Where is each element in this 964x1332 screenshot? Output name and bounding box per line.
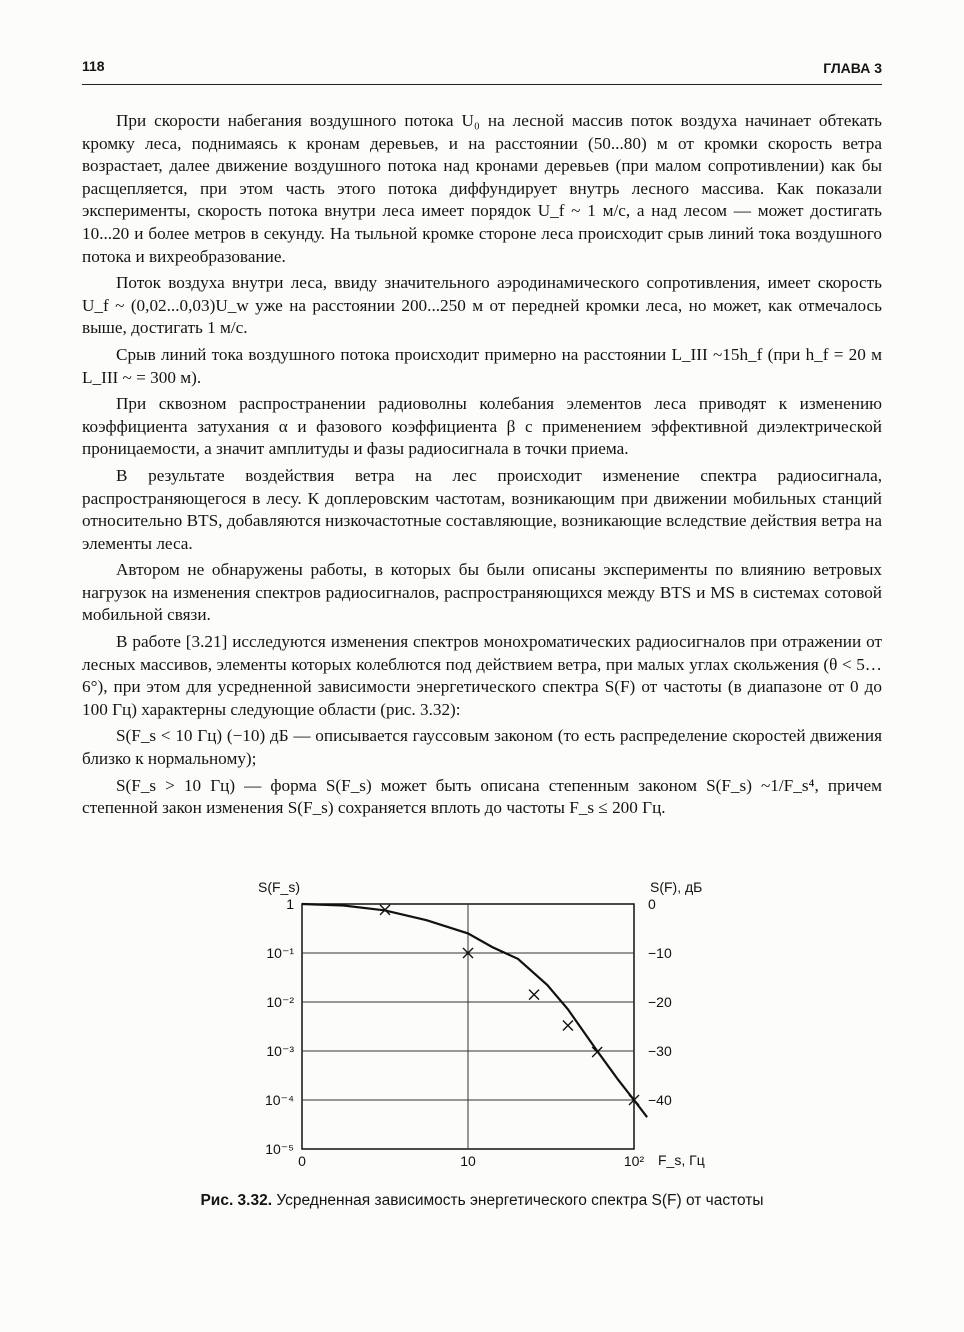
grid-lines xyxy=(302,904,634,1149)
x-tick-label: 10² xyxy=(623,1153,645,1169)
figure-caption xyxy=(82,1192,882,1210)
paragraph: S(F_s < 10 Гц) (−10) дБ — описывается гауссовым законом (то есть распределение скоростей движения близко к нормальному); xyxy=(82,726,882,769)
page-header xyxy=(82,56,882,85)
x-axis-label: F_s, Гц xyxy=(658,1152,705,1168)
paragraph: Поток воздуха внутри леса, ввиду значительного аэродинамического сопротивления, имеет скорость U_f ~ (0,02...0,03)U_w уже на расстоянии 200...250 м от передней кромки леса, но может, как отмечалось выше, достигать 1 м/с. xyxy=(82,273,882,338)
curve-marker xyxy=(563,1021,573,1031)
right-tick-label: −40 xyxy=(648,1092,672,1108)
left-tick-label: 10⁻⁴ xyxy=(265,1092,294,1108)
paragraph: В результате воздействия ветра на лес происходит изменение спектра радиосигнала, распространяющегося в лесу. К доплеровским частотам, возникающим при движении мобильных станций относительно BTS, добавляются низкочастотные составляющие, возникающие вследствие действия ветра на элементы леса. xyxy=(82,465,882,553)
right-tick-label: −30 xyxy=(648,1043,672,1059)
left-axis-label: S(F_s) xyxy=(258,879,300,895)
right-axis-label: S(F), дБ xyxy=(650,879,703,895)
chapter-title: ГЛАВА 3 xyxy=(823,60,882,76)
curve-marker xyxy=(592,1047,602,1057)
curve-marker xyxy=(529,990,539,1000)
paragraph: При скорости набегания воздушного потока U₀ на лесной массив поток воздуха начинает обтекать кромку леса, поднимаясь к кронам деревьев, и на расстоянии (50...80) м от кромки скорость ветра возрастает, далее движение воздушного потока над кронами деревьев (при малом сопротивлении) как бы расщепляется, при этом часть этого потока диффундирует внутрь лесного массива. Как показали эксперименты, скорость потока внутри леса имеет порядок U_f ~ 1 м/с, а над лесом — может достигать 10...20 и более метров в секунду. На тыльной кромке стороне леса происходит срыв линий тока воздушного потока и вихреобразование. xyxy=(82,111,882,266)
left-tick-label: 10⁻³ xyxy=(266,1043,294,1059)
right-tick-label: 0 xyxy=(648,896,656,912)
left-tick-label: 10⁻¹ xyxy=(266,945,294,961)
paragraph: В работе [3.21] исследуются изменения спектров монохроматических радиосигналов при отражении от лесных массивов, элементы которых колеблются под действием ветра, при малых углах скольжения (θ < 5…6°), при этом для усредненной зависимости энергетического спектра S(F) от частоты (в диапазоне от 0 до 100 Гц) характерны следующие области (рис. 3.32): xyxy=(82,632,882,719)
x-tick-label: 10 xyxy=(460,1153,476,1169)
body-text xyxy=(82,110,882,824)
spectrum-figure xyxy=(230,872,750,1172)
spectrum-chart xyxy=(230,872,750,1172)
left-tick-label: 10⁻⁵ xyxy=(265,1141,294,1157)
left-tick-label: 10⁻² xyxy=(266,994,294,1010)
paragraph: S(F_s > 10 Гц) — форма S(F_s) может быть описана степенным законом S(F_s) ~1/F_s⁴, причем степенной закон изменения S(F_s) сохраняется вплоть до частоты F_s ≤ 200 Гц. xyxy=(82,775,882,818)
paragraph: Автором не обнаружены работы, в которых бы были описаны эксперименты по влиянию ветровых нагрузок на изменения спектров радиосигналов, распространяющихся между BTS и MS в системах сотовой мобильной связи. xyxy=(82,560,882,625)
left-tick-label: 1 xyxy=(286,896,294,912)
spectrum-curve xyxy=(302,904,647,1117)
page-number: 118 xyxy=(82,58,105,74)
curve-markers xyxy=(380,905,639,1105)
x-tick-label: 0 xyxy=(298,1153,306,1169)
figure-label: Рис. 3.32. xyxy=(200,1192,273,1209)
figure-caption-text: Усредненная зависимость энергетического спектра S(F) от частоты xyxy=(272,1192,764,1209)
right-tick-label: −20 xyxy=(648,994,672,1010)
right-tick-label: −10 xyxy=(648,945,672,961)
paragraph: При сквозном распространении радиоволны колебания элементов леса приводят к изменению коэффициента затухания α и фазового коэффициента β с применением эффективной диэлектрической проницаемости, а значит амплитуды и фазы радиосигнала в точки приема. xyxy=(82,394,882,459)
paragraph: Срыв линий тока воздушного потока происходит примерно на расстоянии L_III ~15h_f (при h_f = 20 м L_III ~ = 300 м). xyxy=(82,344,882,387)
